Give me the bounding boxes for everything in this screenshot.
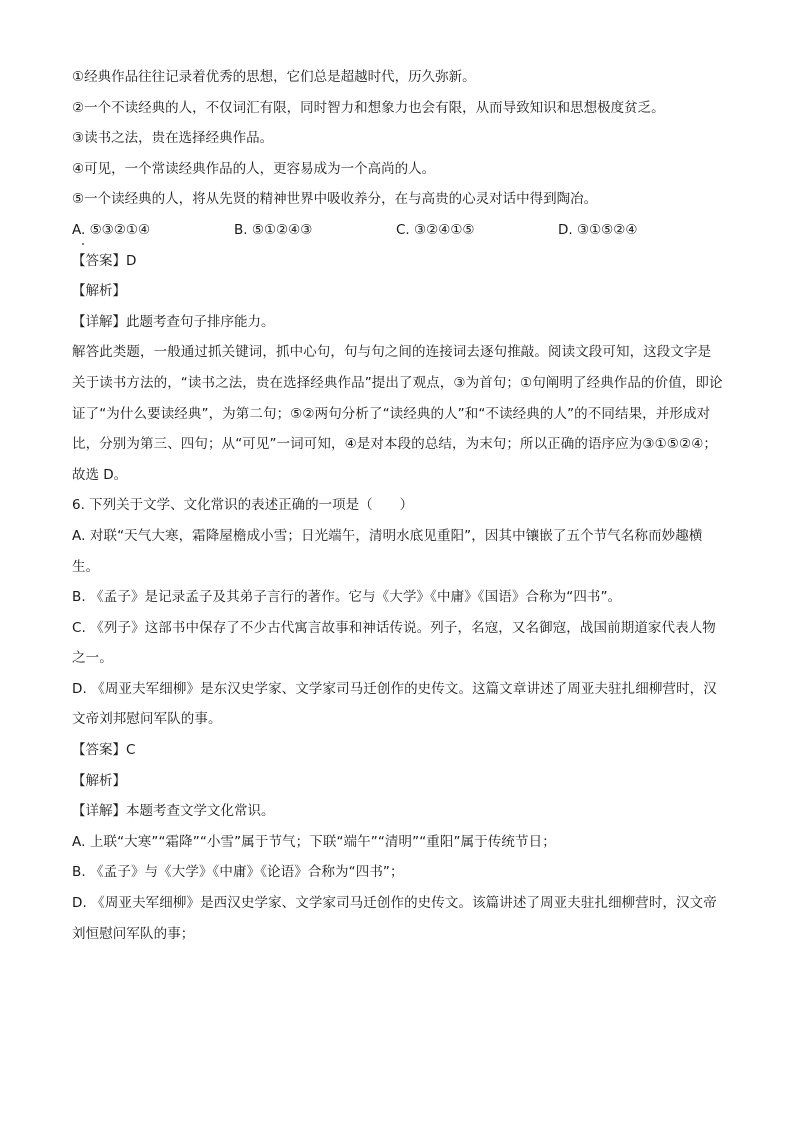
q6-stem: 6. 下列关于文学、文化常识的表述正确的一项是（ ）: [72, 497, 414, 514]
q5-option-c: C. ③②④①⑤: [396, 221, 475, 238]
q6-option-b: B. 《孟子》是记录孟子及其弟子言行的著作。它与《大学》《中庸》《国语》合称为“四书”。: [72, 589, 622, 606]
q5-detail: 【详解】此题考查句子排序能力。: [72, 313, 275, 330]
q6-detail: 【详解】本题考查文学文化常识。: [72, 803, 275, 820]
statement-1: ①经典作品往往记录着优秀的思想，它们总是超越时代，历久弥新。: [72, 69, 476, 85]
statement-2: ②一个不读经典的人，不仅词汇有限，同时智力和想象力也会有限，从而导致知识和思想极度贫乏。: [72, 99, 665, 116]
q6-answer: 【答案】C: [72, 742, 136, 759]
q5-explanation: 解答此类题，一般通过抓关键词，抓中心句，句与句之间的连接词去逐句推敲。阅读文段可知，这段文字是关于读书方法的，“读书之法，贵在选择经典作品”提出了观点，③为首句；①句阐明了经典作品的价值，即论证了“为什么要读经典”，为第二句；⑤②两句分析了“读经典的人”和“不读经典的人”的不同结果，并形成对比，分别为第三、四句；从“可见”一词可知，④是对本段的总结，为末句；所以正确的语序应为③①⑤②④；: [72, 344, 723, 453]
q6-option-d: D. 《周亚夫军细柳》是东汉史学家、文学家司马迁创作的史传文。这篇文章讲述了周亚夫驻扎细柳营时，汉文帝刘邦慰问军队的事。: [72, 680, 717, 728]
q6-explanation-b: B. 《孟子》与《大学》《中庸》《论语》合称为“四书”；: [72, 864, 404, 881]
q5-option-a: A. ⑤③②①④: [72, 221, 151, 238]
q6-option-a: A. 对联“天气大寒，霜降屋檐成小雪；日光端午，清明水底见重阳”，因其中镶嵌了五个节气名称而妙趣横生。: [72, 527, 703, 575]
statement-5: ⑤一个读经典的人，将从先贤的精神世界中吸收养分，在与高贵的心灵对话中得到陶冶。: [72, 191, 598, 208]
q5-answer: 【答案】D: [72, 252, 137, 269]
stray-dot: [82, 243, 84, 245]
q5-option-b: B. ⑤①②④③: [234, 221, 313, 238]
q6-explanation-a: A. 上联“大寒”“霜降”“小雪”属于节气；下联“端午”“清明”“重阳”属于传统节日；: [72, 833, 556, 850]
q5-options: [72, 215, 724, 246]
statement-4: ④可见，一个常读经典作品的人，更容易成为一个高尚的人。: [72, 160, 436, 177]
statement-3: ③读书之法，贵在选择经典作品。: [72, 130, 274, 147]
q5-analysis-label: 【解析】: [72, 283, 126, 300]
q6-option-c: C. 《列子》这部书中保存了不少古代寓言故事和神话传说。列子，名寇，又名御寇，战国前期道家代表人物之一。: [72, 619, 716, 667]
q5-conclusion: 故选 D。: [72, 466, 128, 483]
q5-option-d: D. ③①⑤②④: [558, 221, 638, 238]
q6-explanation-d: D. 《周亚夫军细柳》是西汉史学家、文学家司马迁创作的史传文。该篇讲述了周亚夫驻扎细柳营时，汉文帝刘恒慰问军队的事；: [72, 895, 717, 942]
q6-analysis-label: 【解析】: [72, 772, 126, 789]
